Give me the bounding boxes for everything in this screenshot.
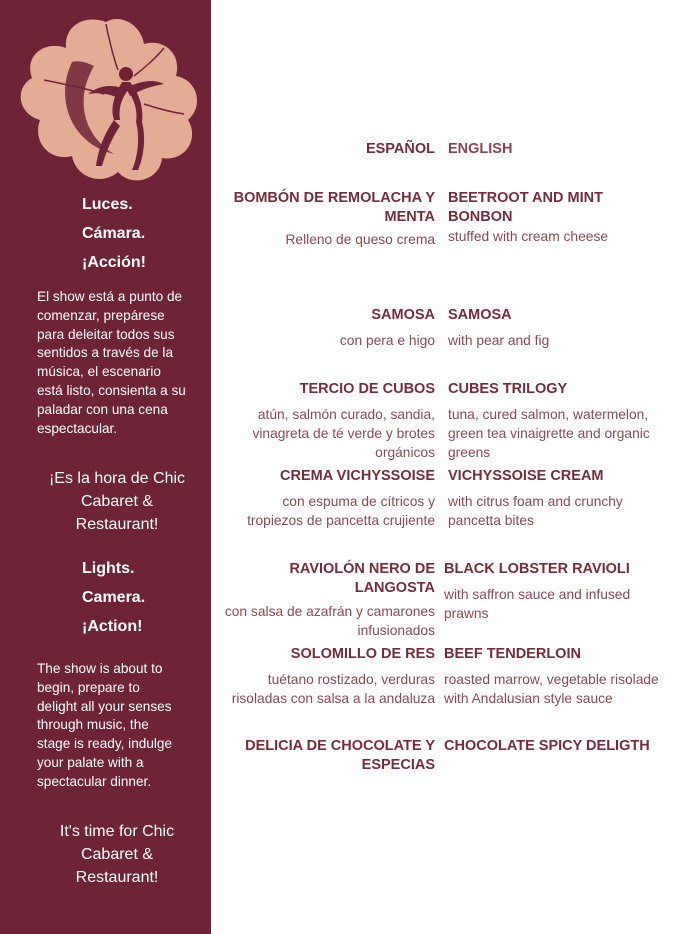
blurb-line: stage is ready, indulge [37, 736, 173, 752]
blurb-line: para deleitar todos sus [37, 326, 175, 342]
dish-desc: prawns [444, 606, 489, 621]
dish-name: BOMBÓN DE REMOLACHA Y [233, 190, 435, 206]
dish-desc: with citrus foam and crunchy [448, 494, 623, 509]
blurb-line: comenzar, prepárese [37, 307, 165, 323]
closing-line: ¡Es la hora de Chic [48, 470, 186, 487]
column-header-es: ESPAÑOL [365, 141, 435, 157]
dish-name: SAMOSA [448, 307, 512, 323]
blurb-line: delight all your senses [37, 698, 172, 714]
dish-desc: green tea vinaigrette and organic [448, 426, 650, 441]
tagline-line: Cámara. [82, 225, 146, 242]
menu-item-en [448, 467, 623, 530]
menu-item-en [448, 189, 608, 246]
menu-item-es [225, 560, 435, 640]
dish-desc: stuffed with cream cheese [448, 229, 609, 244]
blurb-line: begin, prepare to [37, 679, 140, 695]
dish-desc: con pera e higo [339, 333, 435, 348]
dish-desc: tuétano rostizado, verduras [267, 672, 435, 687]
blurb-line: through music, the [37, 717, 149, 733]
closing-es [22, 467, 212, 536]
dish-desc: con salsa de azafrán y camarones [224, 604, 435, 619]
menu-item-en [448, 306, 549, 350]
closing-line: Restaurant! [75, 516, 159, 533]
blurb-line: está listo, consienta a su [37, 382, 186, 398]
dish-name: BEEF TENDERLOIN [444, 646, 581, 662]
dish-name: BLACK LOBSTER RAVIOLI [444, 561, 630, 577]
dish-desc: with Andalusian style sauce [444, 691, 613, 706]
blurb-line: your palate with a [37, 754, 144, 770]
dish-name: DELICIA DE CHOCOLATE Y [245, 738, 435, 754]
menu [211, 0, 700, 934]
dish-desc: vinagreta de té verde y brotes [252, 426, 435, 441]
tagline-line: ¡Action! [82, 618, 143, 635]
menu-item-en [444, 737, 650, 756]
dish-name: SOLOMILLO DE RES [290, 646, 435, 662]
menu-item-en [448, 380, 650, 462]
dish-name: MENTA [384, 209, 435, 225]
dish-name: SAMOSA [371, 307, 435, 323]
dish-desc: atún, salmón curado, sandia, [257, 407, 435, 422]
blurb-line: El show está a punto de [37, 289, 183, 304]
tagline-line: Luces. [82, 196, 133, 213]
dish-desc: roasted marrow, vegetable risolade [444, 672, 659, 687]
dish-desc: tuna, cured salmon, watermelon, [448, 407, 649, 422]
menu-item-es [232, 645, 435, 708]
blurb-en [37, 660, 205, 792]
closing-line: Restaurant! [75, 869, 159, 886]
dish-desc: pancetta bites [448, 513, 534, 528]
dish-desc: greens [448, 445, 491, 460]
dish-name: TERCIO DE CUBOS [299, 381, 435, 397]
closing-line: It's time for Chic [59, 823, 175, 840]
menu-item-en [444, 645, 659, 708]
menu-item-es [252, 380, 435, 462]
dish-name: BEETROOT AND MINT [448, 190, 603, 206]
dish-name: CUBES TRILOGY [448, 381, 568, 397]
closing-line: Cabaret & [80, 846, 154, 863]
menu-item-es [245, 737, 435, 775]
dish-desc: with pear and fig [448, 333, 550, 348]
tagline-line: Camera. [82, 589, 146, 606]
dish-desc: con espuma de cítricos y [282, 494, 435, 509]
menu-item-es [234, 189, 435, 249]
dish-desc: Relleno de queso crema [285, 232, 435, 247]
blurb-line: espectacular. [37, 420, 118, 436]
dish-name: CHOCOLATE SPICY DELIGTH [444, 738, 650, 754]
blurb-line: The show is about to [37, 661, 163, 676]
dish-name: ESPECIAS [361, 757, 435, 773]
closing-line: Cabaret & [80, 493, 154, 510]
menu-item-en [444, 560, 630, 623]
blurb-line: música, el escenario [37, 364, 161, 380]
dish-name: RAVIOLÓN NERO DE [289, 561, 435, 577]
blurb-line: sentidos a través de la [37, 345, 174, 361]
blurb-line: spectacular dinner. [37, 773, 152, 789]
menu-item-es [247, 467, 435, 530]
tagline-es [82, 190, 146, 277]
dish-desc: orgánicos [375, 445, 435, 460]
column-header-en: ENGLISH [448, 141, 513, 157]
dish-desc: infusionados [357, 623, 435, 638]
dish-desc: tropiezos de pancetta crujiente [247, 513, 435, 528]
blurb-line: paladar con una cena [37, 401, 168, 417]
dish-name: VICHYSSOISE CREAM [448, 468, 604, 484]
blurb-es [37, 288, 205, 438]
flower-dancer-logo-icon [14, 4, 198, 194]
tagline-line: ¡Acción! [82, 254, 146, 271]
dish-name: CREMA VICHYSSOISE [280, 468, 435, 484]
dish-name: LANGOSTA [354, 580, 435, 596]
tagline-en [82, 554, 145, 641]
sidebar [0, 0, 211, 934]
closing-en [22, 820, 212, 889]
tagline-line: Lights. [82, 560, 135, 577]
dish-desc: risoladas con salsa a la andaluza [231, 691, 435, 706]
menu-item-es [340, 306, 435, 350]
dish-name: BONBON [448, 209, 513, 225]
dish-desc: with saffron sauce and infused [444, 587, 631, 602]
